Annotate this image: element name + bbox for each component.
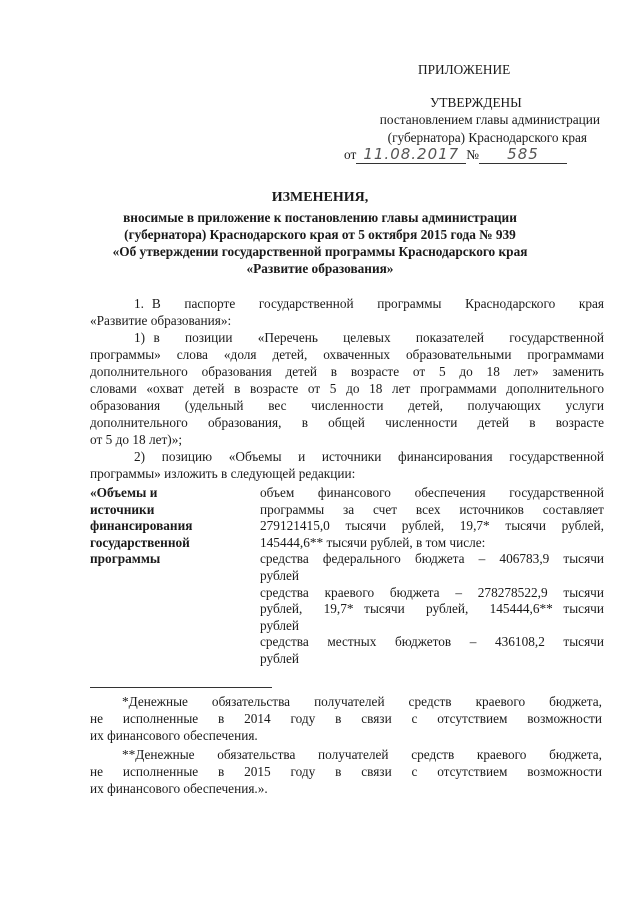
- doc-title: ИЗМЕНЕНИЯ,: [271, 190, 369, 205]
- doc-title-line-4: «Развитие образования»: [246, 261, 394, 276]
- date-number-line: [344, 146, 604, 164]
- footnote-separator: [90, 687, 272, 688]
- paragraph-2-line-2: программы» слова «доля детей, охваченных образовательными программами: [90, 347, 604, 362]
- table-right-line: рублей: [260, 650, 300, 666]
- doc-title-line-1: вносимые в приложение к постановлению главы администрации: [123, 210, 517, 225]
- table-right-line: средства краевого бюджета – 278278522,9 тысячи: [260, 584, 604, 600]
- footnote-2-line-3: их финансового обеспечения.».: [90, 781, 268, 796]
- handwritten-date: 11.08.2017: [356, 146, 466, 164]
- table-right-line: рублей: [260, 567, 300, 583]
- handwritten-number: 585: [479, 146, 567, 164]
- paragraph-2-line-1: 1) в позиции «Перечень целевых показателей государственной: [134, 330, 604, 345]
- footnote-2-line-2: не исполненные в 2015 году в связи с отсутствием возможности: [90, 764, 602, 779]
- footnote-2-line-1: **Денежные обязательства получателей средств краевого бюджета,: [122, 747, 602, 762]
- date-prefix: от: [344, 147, 357, 162]
- table-left-line: государственной: [90, 534, 190, 550]
- paragraph-1-line-1: 1. В паспорте государственной программы Краснодарского края: [134, 296, 604, 311]
- table-right-line: объем финансового обеспечения государственной: [260, 485, 604, 500]
- footnote-1-line-3: их финансового обеспечения.: [90, 728, 258, 743]
- paragraph-2-line-7: от 5 до 18 лет)»;: [90, 432, 183, 447]
- paragraph-2-line-5: образования (удельный вес численности детей, получающих услуги: [90, 398, 604, 413]
- table-right-line: 145444,6** тысячи рублей, в том числе:: [260, 534, 486, 550]
- paragraph-1-line-2: «Развитие образования»:: [90, 313, 232, 328]
- paragraph-2-line-3: дополнительного образования детей в возрасте от 5 до 18 лет» заменить: [90, 364, 604, 379]
- table-right-line: рублей, 19,7* тысячи рублей, 145444,6** тысячи: [260, 601, 604, 617]
- footnote-1-line-2: не исполненные в 2014 году в связи с отсутствием возможности: [90, 711, 602, 726]
- paragraph-2-line-4: словами «охват детей в возрасте от 5 до 18 лет программами дополнительного: [90, 381, 604, 396]
- paragraph-3-line-2: программы» изложить в следующей редакции:: [90, 466, 356, 481]
- table-left-column: [90, 485, 250, 568]
- doc-title-line-3: «Об утверждении государственной программы Краснодарского края: [112, 244, 528, 259]
- table-right-line: средства местных бюджетов – 436108,2 тысячи: [260, 634, 604, 650]
- table-left-line: «Объемы и: [90, 485, 158, 500]
- approved-label: УТВЕРЖДЕНЫ: [430, 95, 522, 110]
- table-right-line: средства федерального бюджета – 406783,9 тысячи: [260, 551, 604, 567]
- paragraph-3-line-1: 2) позицию «Объемы и источники финансирования государственной: [134, 449, 604, 464]
- doc-title-line-2: (губернатора) Краснодарского края от 5 октября 2015 года № 939: [124, 227, 516, 242]
- table-right-line: программы за счет всех источников составляет: [260, 501, 604, 517]
- paragraph-2-line-6: дополнительного образования, в общей численности детей в возрасте: [90, 415, 604, 430]
- table-right-line: рублей: [260, 617, 300, 633]
- table-left-line: финансирования: [90, 518, 193, 534]
- appendix-label: ПРИЛОЖЕНИЕ: [418, 62, 511, 77]
- footnote-1-line-1: *Денежные обязательства получателей средств краевого бюджета,: [122, 694, 602, 709]
- table-right-column: [260, 485, 604, 668]
- table-left-line: программы: [90, 551, 161, 567]
- table-right-line: 279121415,0 тысячи рублей, 19,7* тысячи рублей,: [260, 518, 604, 534]
- approved-line-1: постановлением главы администрации: [379, 112, 600, 127]
- approved-line-2: (губернатора) Краснодарского края: [387, 130, 587, 145]
- number-prefix: №: [466, 147, 479, 162]
- table-left-line: источники: [90, 501, 155, 517]
